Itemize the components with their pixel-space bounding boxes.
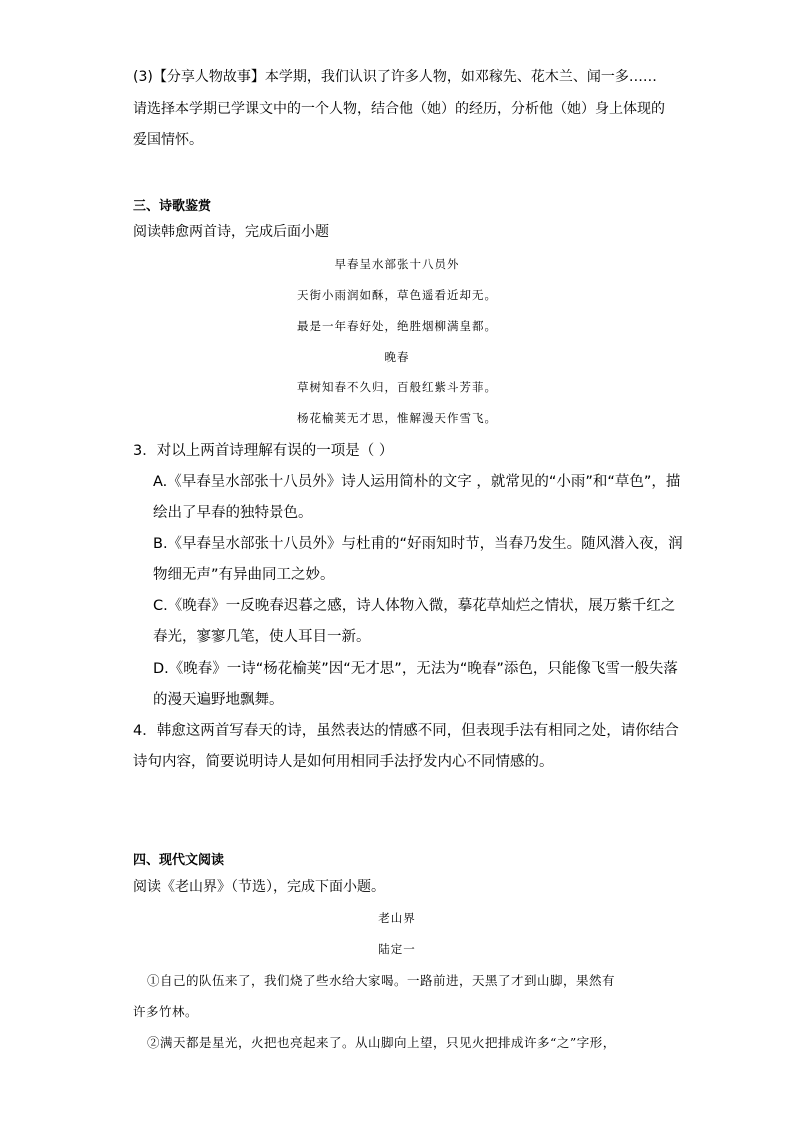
- paragraph-1-line-2: 许多竹林。: [133, 1004, 199, 1019]
- q3-share-line-2: 请选择本学期已学课文中的一个人物，结合他（她）的经历，分析他（她）身上体现的: [133, 101, 665, 117]
- modern-intro: 阅读《老山界》（节选），完成下面小题。: [133, 879, 385, 895]
- option-c-line-2: 春光，寥寥几笔，使人耳目一新。: [153, 629, 371, 645]
- poem1-line-2: 最是一年春好处，绝胜烟柳满皇都。: [297, 319, 497, 333]
- poem2-line-1: 草树知春不久归，百般红紫斗芳菲。: [297, 380, 497, 394]
- paragraph-2-line-1: ②满天都是星光，火把也亮起来了。从山脚向上望，只见火把排成许多“之”字形，: [147, 1035, 616, 1050]
- option-a-line-2: 绘出了早春的独特景色。: [153, 505, 313, 521]
- option-b-line-1: B.《早春呈水部张十八员外》与杜甫的“好雨知时节，当春乃发生。随风潜入夜，润: [153, 536, 683, 552]
- question-4-line-1: 4．韩愈这两首写春天的诗，虽然表达的情感不同，但表现手法有相同之处，请你结合: [133, 723, 679, 739]
- section-poetry-heading: 三、诗歌鉴赏: [133, 199, 212, 214]
- question-4-line-2: 诗句内容，简要说明诗人是如何用相同手法抒发内心不同情感的。: [133, 754, 554, 770]
- question-3-stem: 3．对以上两首诗理解有误的一项是（ ）: [133, 443, 394, 459]
- option-d-line-1: D.《晚春》一诗“杨花榆荚”因“无才思”，无法为“晚春”添色，只能像飞雪一般失落: [153, 661, 678, 677]
- poetry-intro: 阅读韩愈两首诗，完成后面小题: [133, 224, 329, 240]
- q3-share-line-1: (3)【分享人物故事】本学期，我们认识了许多人物，如邓稼先、花木兰、闻一多……: [133, 69, 657, 85]
- option-c-line-1: C.《晚春》一反晚春迟暮之感，诗人体物入微，摹花草灿烂之情状，展万紫千红之: [153, 598, 676, 614]
- paragraph-1-line-1: ①自己的队伍来了，我们烧了些水给大家喝。一路前进，天黑了才到山脚，果然有: [147, 973, 616, 988]
- article-title: 老山界: [378, 911, 416, 925]
- article-author: 陆定一: [378, 942, 416, 956]
- section-modern-heading: 四、现代文阅读: [133, 853, 225, 868]
- poem1-line-1: 天街小雨润如酥，草色遥看近却无。: [297, 288, 497, 302]
- option-a-line-1: A.《早春呈水部张十八员外》诗人运用简朴的文字 ，就常见的“小雨”和“草色”，描: [153, 474, 681, 490]
- poem1-title: 早春呈水部张十八员外: [334, 257, 460, 271]
- poem2-line-2: 杨花榆荚无才思，惟解漫天作雪飞。: [297, 411, 497, 425]
- q3-share-line-3: 爱国情怀。: [133, 132, 203, 148]
- poem2-title: 晚春: [384, 350, 410, 364]
- option-b-line-2: 物细无声”有异曲同工之妙。: [153, 567, 335, 583]
- option-d-line-2: 的漫天遍野地飘舞。: [153, 692, 284, 708]
